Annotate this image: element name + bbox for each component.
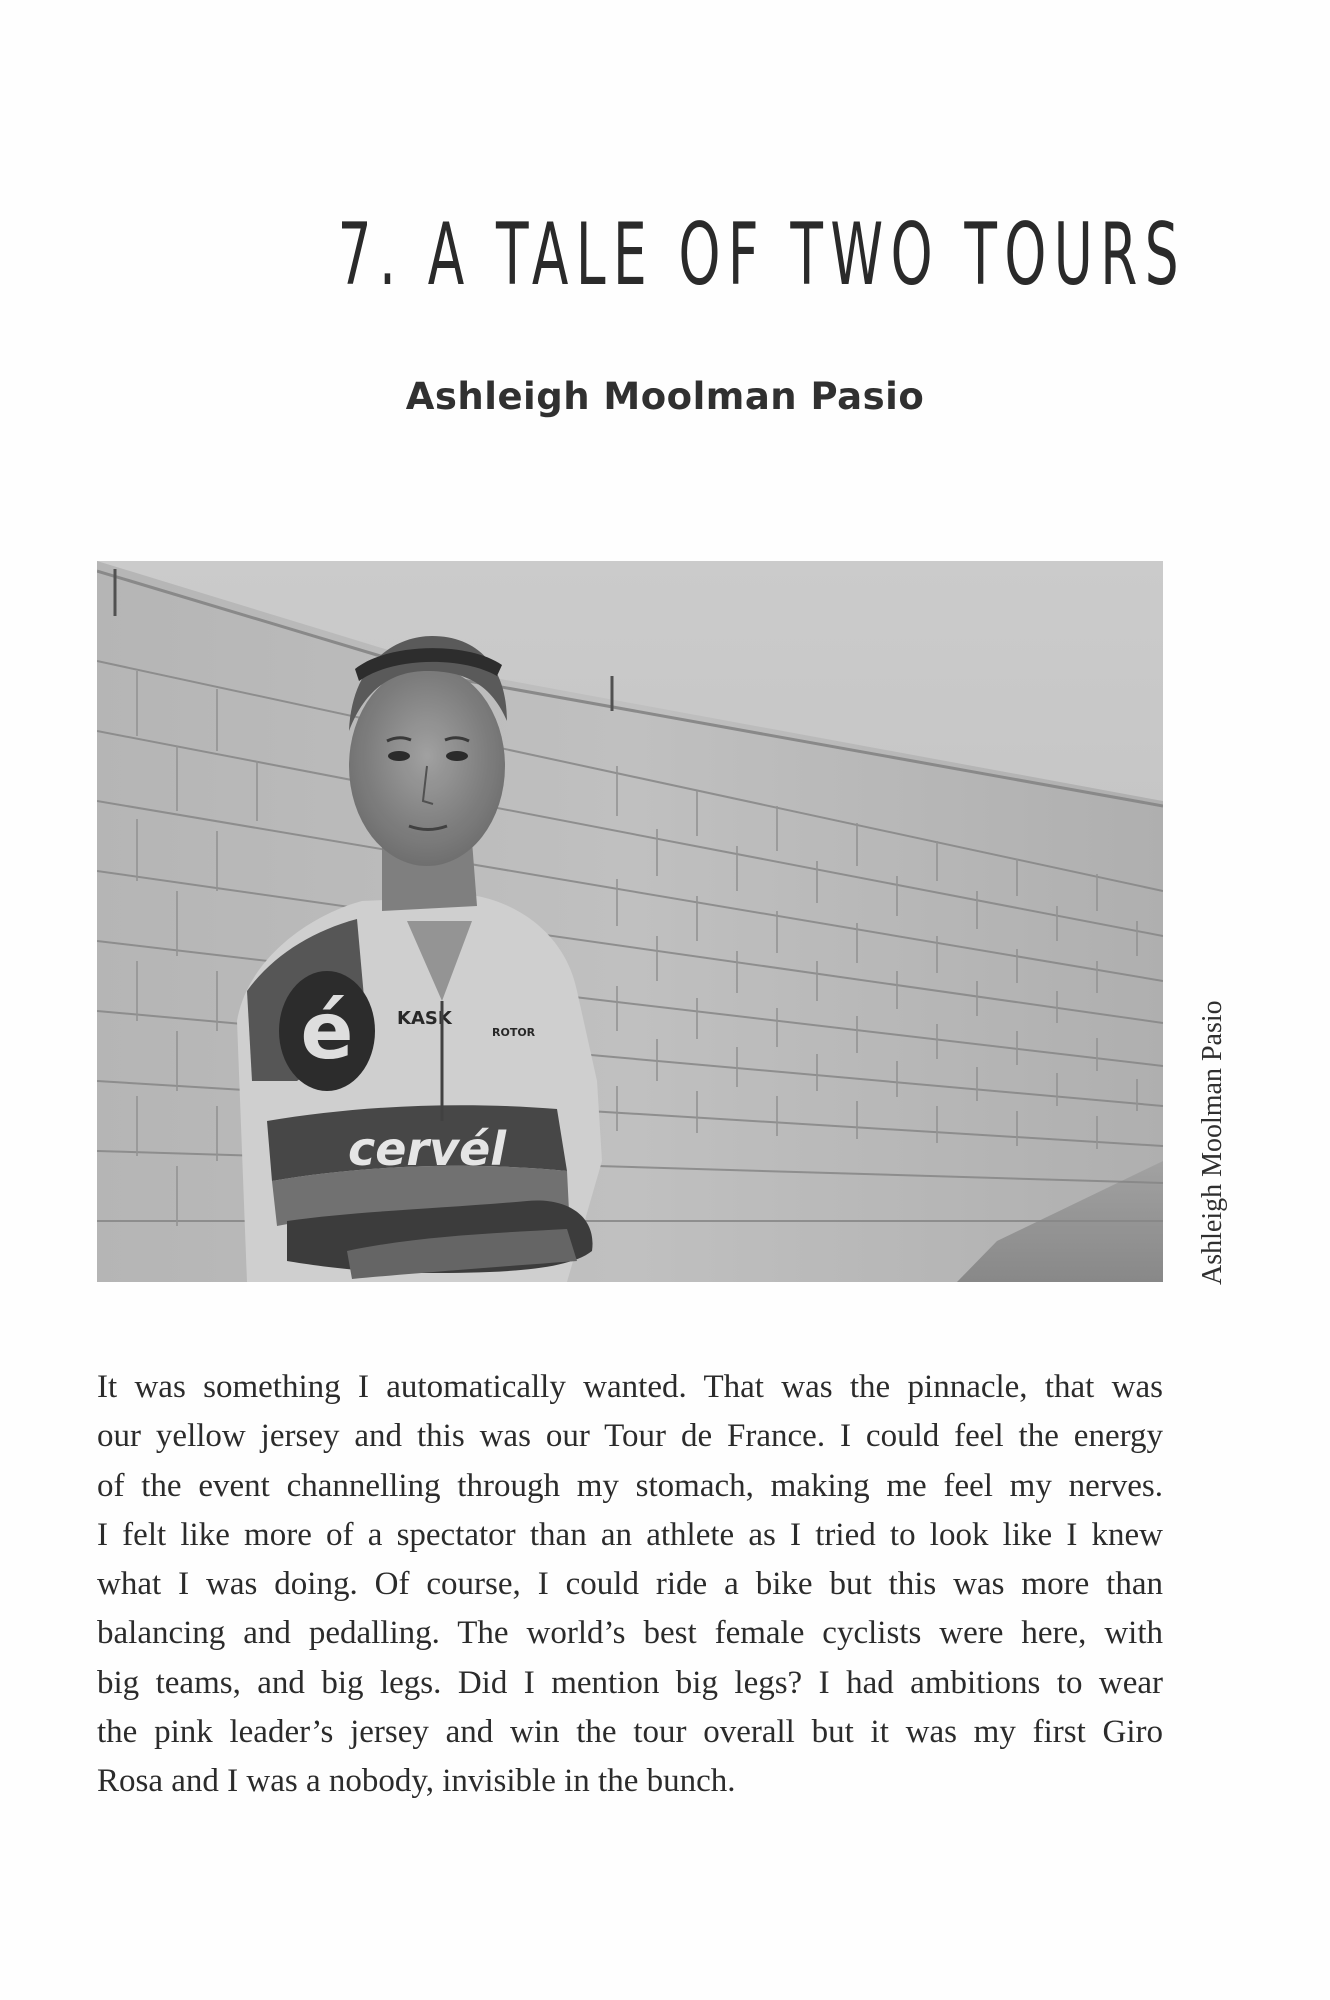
body-line: I felt like more of a spectator than an athlete as I tried to look like I knew [97,1516,1163,1553]
body-line: our yellow jersey and this was our Tour de France. I could feel the energy [97,1418,1163,1455]
jersey-kask-text: KASK [397,1008,452,1029]
body-line: of the event channelling through my stomach, making me feel my nerves. [97,1467,1163,1504]
body-line: the pink leader’s jersey and win the tour overall but it was my first Giro [97,1714,1163,1751]
body-line: balancing and pedalling. The world’s best female cyclists were here, with [97,1615,1163,1652]
body-line: Rosa and I was a nobody, invisible in the bunch. [97,1763,736,1800]
photo-cyclist-against-wall [97,561,1163,1282]
body-line: big teams, and big legs. Did I mention big legs? I had ambitions to wear [97,1664,1163,1701]
jersey-cervelo-text: cervél [347,1122,507,1176]
chapter-title: 7. A TALE OF TWO TOURS [337,205,1187,305]
jersey-rotor-text: ROTOR [492,1026,536,1039]
jersey-logo-e: é [300,987,354,1077]
photo-credit: Ashleigh Moolman Pasio [1197,1000,1228,1285]
chapter-photo [97,561,1163,1282]
chapter-author: Ashleigh Moolman Pasio [405,375,925,418]
body-line: what I was doing. Of course, I could ride a bike but this was more than [97,1566,1163,1603]
body-paragraph [97,1363,1163,1807]
body-line: It was something I automatically wanted. That was the pinnacle, that was [97,1369,1163,1405]
